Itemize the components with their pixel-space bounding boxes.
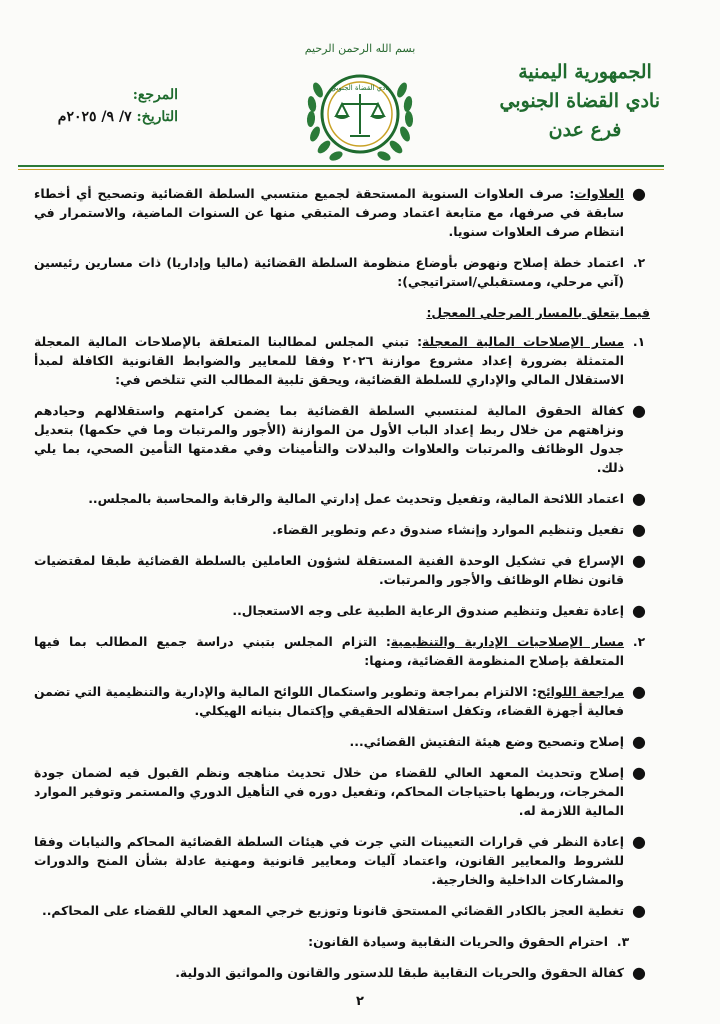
- item-text: كفالة الحقوق والحريات النقابية طبقا للدستور والقانون والمواثيق الدولية.: [175, 965, 624, 980]
- list-item: [34, 184, 650, 241]
- club-emblem-logo: [302, 60, 418, 168]
- list-item: [34, 963, 650, 982]
- letterhead: [0, 0, 720, 178]
- bullet-icon: ●: [632, 520, 646, 539]
- reference-label: المرجع:: [132, 87, 178, 103]
- list-item: [34, 763, 650, 820]
- item-text: : الالتزام بمراجعة وتطوير واستكمال اللوائح المالية والإدارية والتنظيمية التي تضمن فعالية أجهزة القضاء، وتكفل استقلاله الحقيقي وإكتمال بنيانه الهيكلي.: [34, 684, 624, 718]
- item-number: ٢.: [632, 634, 646, 649]
- item-text: اعتماد خطة إصلاح ونهوض بأوضاع منظومة السلطة القضائية (ماليا وإداريا) ذات مسارين رئيسين (آني مرحلي، ومستقبلي/استراتيجي):: [34, 255, 624, 289]
- bullet-icon: ●: [632, 401, 646, 420]
- item-text: : التزام المجلس بتبني دراسة جميع المطالب بما فيها المتعلقة بإصلاح المنظومة القضائية، ومنها:: [34, 634, 624, 668]
- item-title: مسار الإصلاحات المالية المعجلة: [422, 334, 624, 349]
- list-item: [34, 901, 650, 920]
- list-item: [34, 489, 650, 508]
- page-number: ٢: [356, 994, 364, 1009]
- item-number: ٣.: [616, 934, 630, 949]
- date-label: التاريخ:: [136, 109, 178, 125]
- bullet-icon: ●: [632, 551, 646, 570]
- item-number: ٢.: [632, 255, 646, 270]
- numbered-paragraph: [34, 253, 650, 291]
- list-item: [34, 732, 650, 751]
- item-text: تغطية العجز بالكادر القضائي المستحق قانونا وتوزيع خرجي المعهد العالي للقضاء على المحاكم..: [42, 903, 624, 918]
- bullet-icon: ●: [632, 682, 646, 701]
- list-item: [34, 551, 650, 589]
- item-text: احترام الحقوق والحريات النقابية وسيادة القانون:: [308, 934, 608, 949]
- item-text: : تبني المجلس لمطالبنا المتعلقة بالإصلاحات المالية المعجلة المتمثلة بضرورة إعداد مشروع موازنة ٢٠٢٦ وفقا للمعايير والضوابط القانونية الكافلة لمبدأ الاستقلال المالي والإداري للسلطة القضائية، ويحقق تلبية المطالب التي تتلخص في:: [34, 334, 624, 387]
- list-item: [34, 601, 650, 620]
- item-text: إعادة النظر في قرارات التعيينات التي جرت في هيئات السلطة القضائية المحاكم والنيابات وفقا للشروط والمعايير القانون، واعتماد آليات ومعايير قانونية ومهنية عادلة بشأن المنح والدورات والمشاركات الداخلية والخارجية.: [34, 834, 624, 887]
- item-text: إعادة تفعيل وتنظيم صندوق الرعاية الطبية على وجه الاستعجال..: [232, 603, 624, 618]
- header-divider: [18, 165, 664, 167]
- date-row: [38, 106, 178, 128]
- org-line-3: فرع عدن: [548, 119, 622, 141]
- header-divider-accent: [18, 169, 664, 170]
- org-line-2: نادي القضاة الجنوبي: [499, 90, 660, 112]
- item-text: إصلاح وتحديث المعهد العالي للقضاء من خلال تحديث مناهجه ونظم القبول فيه لضمان جودة المخرجات، وربطها باحتياجات المحاكم، وتفعيل دوره في التأهيل الدوري والمستمر وتوفير الموارد المالية اللازمة له.: [34, 765, 624, 818]
- reference-row: [38, 84, 178, 106]
- bullet-icon: ●: [632, 963, 646, 982]
- bullet-icon: ●: [632, 901, 646, 920]
- item-title: العلاوات: [574, 186, 624, 201]
- bullet-icon: ●: [632, 763, 646, 782]
- item-text: إصلاح وتصحيح وضع هيئة التفتيش القضائي...: [349, 734, 624, 749]
- date-value: ٧/ ٩/ ٢٠٢٥م: [57, 109, 132, 125]
- svg-text:نادي القضاة الجنوبي: نادي القضاة الجنوبي: [330, 84, 390, 92]
- list-item: [34, 401, 650, 477]
- item-text: : صرف العلاوات السنوية المستحقة لجميع منتسبي السلطة القضائية وتصحيح أي أخطاء سابقة في صرفها، مع متابعة اعتماد وصرف المتبقي منها عن السنوات الماضية، والاستمرار في انتظام صرف العلاوات سنويا.: [34, 186, 624, 239]
- list-item: [34, 520, 650, 539]
- reference-block: [38, 84, 178, 128]
- bullet-icon: ●: [632, 601, 646, 620]
- item-text: كفالة الحقوق المالية لمنتسبي السلطة القضائية بما يضمن كرامتهم واستقلالهم وحيادهم ونزاهتهم من خلال ربط إعداد الباب الأول من الموازنة (الأجور والمرتبات وما في حكمها) بتعديل جدول الوظائف والمرتبات والعلاوات والبدلات والتأمينات وفي مقدمتها التأمين الصحي، بما يلي ذلك.: [34, 403, 624, 475]
- bullet-icon: ●: [632, 489, 646, 508]
- organization-name: [499, 58, 660, 145]
- list-item: [34, 682, 650, 720]
- document-body: [34, 184, 650, 994]
- numbered-paragraph: [34, 332, 650, 389]
- org-line-1: الجمهورية اليمنية: [518, 61, 652, 83]
- item-title: مراجعة اللوائح: [537, 684, 624, 699]
- section-heading: فيما يتعلق بالمسار المرحلي المعجل:: [426, 305, 650, 320]
- bullet-icon: ●: [632, 832, 646, 851]
- numbered-paragraph: [34, 632, 650, 670]
- item-text: اعتماد اللائحة المالية، وتفعيل وتحديث عمل إدارتي المالية والرقابة والمحاسبة بالمجلس..: [88, 491, 624, 506]
- item-text: تفعيل وتنظيم الموارد وإنشاء صندوق دعم وتطوير القضاء.: [272, 522, 624, 537]
- bullet-icon: ●: [632, 732, 646, 751]
- numbered-paragraph: [34, 932, 650, 951]
- list-item: [34, 832, 650, 889]
- bullet-icon: ●: [632, 184, 646, 203]
- item-title: مسار الإصلاحيات الإدارية والتنظيمية: [390, 634, 624, 649]
- basmala: بسم الله الرحمن الرحيم: [304, 42, 416, 55]
- item-number: ١.: [632, 334, 646, 349]
- item-text: الإسراع في تشكيل الوحدة الفنية المستقلة لشؤون العاملين بالسلطة القضائية طبقا لمقتضيات قانون نظام الوظائف والأجور والمرتبات.: [34, 553, 624, 587]
